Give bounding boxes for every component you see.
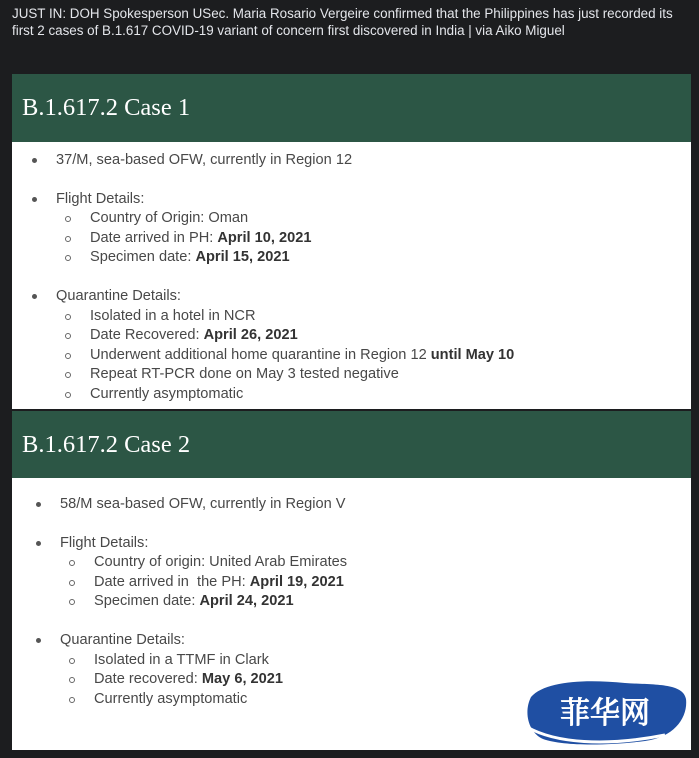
case-1-recovered-value: April 26, 2021 xyxy=(203,327,298,344)
circle-bullet-icon xyxy=(65,314,71,320)
case-1-arrived-value: April 10, 2021 xyxy=(217,229,312,246)
circle-bullet-icon xyxy=(69,560,75,566)
case-2-arrived xyxy=(60,573,691,593)
case-2-specimen-label: Specimen date: xyxy=(94,593,200,610)
case-1-isolated-text: Isolated in a hotel in NCR xyxy=(90,307,256,324)
case-1-list xyxy=(12,151,691,405)
case-1-arrived xyxy=(56,229,691,249)
case-1-status xyxy=(56,385,691,405)
circle-bullet-icon xyxy=(65,372,71,378)
circle-bullet-icon xyxy=(69,697,75,703)
case-1-recovered xyxy=(56,326,691,346)
case-1-origin xyxy=(56,209,691,229)
case-2-title: B.1.617.2 Case 2 xyxy=(12,411,691,478)
case-2-recovered-value: May 6, 2021 xyxy=(201,671,284,688)
case-1-home-quarantine xyxy=(56,346,691,366)
case-1-flight-heading: Flight Details: xyxy=(56,190,145,207)
watermark-text: 菲华网 xyxy=(560,696,650,731)
case-2-origin xyxy=(60,553,691,573)
bullet-icon xyxy=(36,502,41,507)
circle-bullet-icon xyxy=(69,658,75,664)
case-2-recovered-label: Date recovered: xyxy=(94,671,202,688)
case-1-rtpcr-text: Repeat RT-PCR done on May 3 tested negative xyxy=(90,366,399,383)
case-1-flight-details xyxy=(30,190,691,268)
case-2-summary-text: 58/M sea-based OFW, currently in Region V xyxy=(60,496,346,512)
case-2-arrived-label: Date arrived in the PH: xyxy=(94,573,250,590)
case-1-specimen-label: Specimen date: xyxy=(90,249,196,266)
case-1-specimen xyxy=(56,248,691,268)
case-2-arrived-value: April 19, 2021 xyxy=(249,573,344,590)
case-2-quarantine-heading: Quarantine Details: xyxy=(60,631,185,648)
case-1-recovered-label: Date Recovered: xyxy=(90,327,204,344)
circle-bullet-icon xyxy=(65,333,71,339)
case-2-origin-text: Country of origin: United Arab Emirates xyxy=(94,554,348,571)
case-2-specimen-value: April 24, 2021 xyxy=(199,593,294,610)
case-1-quarantine-heading: Quarantine Details: xyxy=(56,287,181,304)
case-2-summary xyxy=(34,495,691,515)
case-2-status-text: Currently asymptomatic xyxy=(94,690,248,707)
bullet-icon xyxy=(36,541,41,546)
watermark-logo xyxy=(525,677,688,747)
bullet-icon xyxy=(32,294,37,299)
circle-bullet-icon xyxy=(69,599,75,605)
post-caption: JUST IN: DOH Spokesperson USec. Maria Rosario Vergeire confirmed that the Philippines has just recorded its first 2 cases of B.1.617 COVID-19 variant of concern first discovered in India | via Aiko Miguel xyxy=(12,6,673,38)
case-1-arrived-label: Date arrived in PH: xyxy=(90,229,218,246)
case-1-title: B.1.617.2 Case 1 xyxy=(12,74,691,142)
case-2-isolated-text: Isolated in a TTMF in Clark xyxy=(94,651,269,668)
case-2-isolated xyxy=(60,651,691,671)
case-1-home-label: Underwent additional home quarantine in Region 12 xyxy=(90,346,431,363)
circle-bullet-icon xyxy=(69,677,75,683)
case-1-rtpcr xyxy=(56,365,691,385)
bullet-icon xyxy=(36,638,41,643)
circle-bullet-icon xyxy=(65,216,71,222)
case-1-summary xyxy=(30,151,691,171)
case-1-isolated xyxy=(56,307,691,327)
bullet-icon xyxy=(32,197,37,202)
case-1-specimen-value: April 15, 2021 xyxy=(195,249,290,266)
case-1-home-value: until May 10 xyxy=(430,346,515,363)
circle-bullet-icon xyxy=(65,255,71,261)
circle-bullet-icon xyxy=(65,392,71,398)
circle-bullet-icon xyxy=(69,580,75,586)
case-1-quarantine-details xyxy=(30,287,691,405)
case-2-flight-details xyxy=(34,534,691,612)
case-2-specimen xyxy=(60,592,691,612)
bullet-icon xyxy=(32,158,37,163)
case-2-flight-heading: Flight Details: xyxy=(60,534,149,551)
circle-bullet-icon xyxy=(65,236,71,242)
case-1-slide xyxy=(12,74,691,409)
case-1-status-text: Currently asymptomatic xyxy=(90,385,244,402)
case-1-origin-text: Country of Origin: Oman xyxy=(90,210,249,227)
circle-bullet-icon xyxy=(65,353,71,359)
case-1-summary-text: 37/M, sea-based OFW, currently in Region 12 xyxy=(56,152,353,168)
